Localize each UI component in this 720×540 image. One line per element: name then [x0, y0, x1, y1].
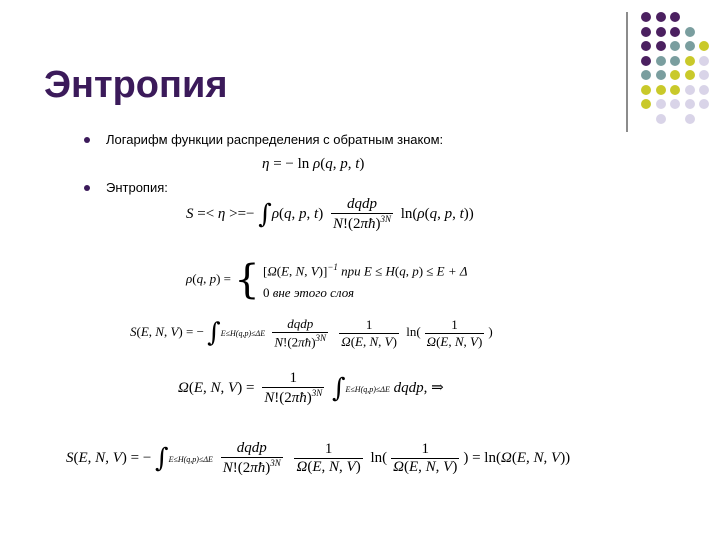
decorative-dot — [641, 85, 651, 95]
decorative-dot — [656, 41, 666, 51]
equation-entropy-microcanonical: S(E, N, V) = − ∫E≤H(q,p)≤ΔE $\frac{\text{dqdp}}{N!(2\pi ħ)^{3N}}$ $\frac{1}{\Omega(E, N, V)}$ ln( $\frac{1}{\Omega(E, N, V)}$ ) — [130, 316, 493, 350]
decorative-dot — [656, 27, 666, 37]
decorative-dot — [641, 27, 651, 37]
bullet-marker — [84, 137, 90, 143]
decorative-dot — [670, 56, 680, 66]
equation-eta: η = − ln ρ(q, p, t) — [262, 156, 365, 172]
decorative-dot — [685, 56, 695, 66]
decorative-dot — [641, 70, 651, 80]
decorative-dot — [641, 41, 651, 51]
bullet-marker — [84, 185, 90, 191]
decorative-dot — [641, 12, 651, 22]
bullet-text-1: Логарифм функции распределения с обратным знаком: — [106, 132, 444, 147]
equation-rho-cases: ρ(q, p) = { [Ω(E, N, V)]$^{-1}$ при E ≤ H(q, p) ≤ E + Δ 0 вне этого слоя — [186, 257, 468, 304]
decorative-dot — [699, 56, 709, 66]
cases-otherwise-text: вне этого слоя — [272, 285, 355, 301]
decorative-dot — [656, 12, 666, 22]
equation-entropy: S =< η >=− ∫ρ(q, p, t) $\frac{\text{dqdp}}{N!(2\pi ħ)^{3N}}$ ln(ρ(q, p, t)) — [186, 196, 474, 232]
decorative-dot — [685, 114, 695, 124]
decorative-dot — [699, 41, 709, 51]
decorative-dot — [656, 85, 666, 95]
decorative-dot — [656, 114, 666, 124]
decorative-dot — [685, 27, 695, 37]
bullet-text-2: Энтропия: — [106, 180, 168, 195]
decorative-dot — [656, 99, 666, 109]
decorative-dot — [685, 41, 695, 51]
decorative-dot — [685, 70, 695, 80]
slide-title: Энтропия — [44, 64, 228, 106]
decorative-dot — [656, 56, 666, 66]
decorative-dot — [656, 70, 666, 80]
divider-line — [626, 12, 628, 132]
decorative-dot — [641, 99, 651, 109]
decorative-dot — [685, 99, 695, 109]
decorative-dot — [670, 27, 680, 37]
decorative-dot — [670, 41, 680, 51]
decorative-dot — [670, 99, 680, 109]
decorative-dot — [699, 70, 709, 80]
decorative-dot — [670, 12, 680, 22]
decorative-dot — [670, 85, 680, 95]
decorative-dot — [699, 85, 709, 95]
equation-entropy-final: S(E, N, V) = − ∫E≤H(q,p)≤ΔE $\frac{\text{dqdp}}{N!(2\pi ħ)^{3N}}$ $\frac{1}{\Omega(E, N, V)}$ ln( $\frac{1}{\Omega(E, N, V)}$ ) = ln(Ω(E, N, V)) — [66, 440, 571, 476]
decorative-dot — [670, 70, 680, 80]
decorative-dot — [699, 99, 709, 109]
cases-condition-word: при — [341, 263, 361, 279]
equation-omega: Ω(E, N, V) = $\frac{1}{N!(2\pi ħ)^{3N}}$ ∫E≤H(q,p)≤ΔE dqdp, ⇒ — [178, 370, 444, 406]
decorative-dot — [685, 85, 695, 95]
decorative-dot — [641, 56, 651, 66]
